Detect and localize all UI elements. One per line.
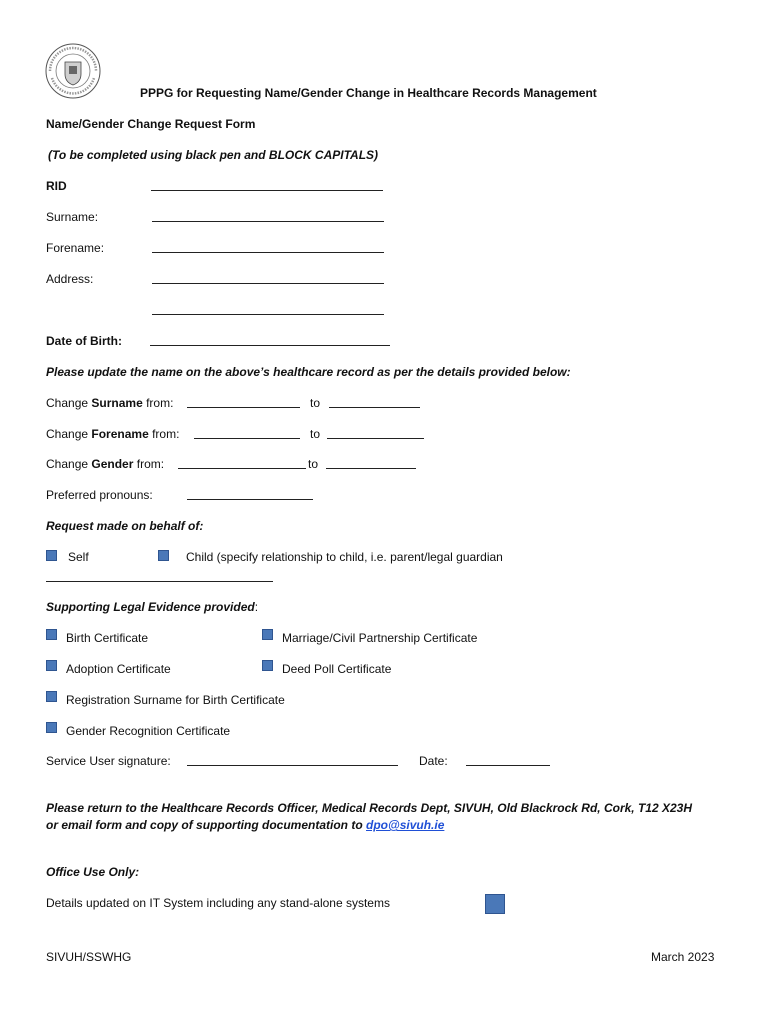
dob-field[interactable] [150,345,390,346]
office-details-label: Details updated on IT System including any stand-alone systems [46,896,390,910]
surname-field[interactable] [152,221,384,222]
form-heading: Name/Gender Change Request Form [46,117,256,131]
forename-to-label: to [310,427,321,441]
date-field[interactable] [466,765,550,766]
change-surname-label: Change Surname from: [46,396,174,410]
address-label: Address: [46,272,94,286]
email-link[interactable]: dpo@sivuh.ie [366,818,445,832]
footer-date: March 2023 [651,950,715,964]
registration-surname-label: Registration Surname for Birth Certificate [66,693,285,707]
child-label: Child (specify relationship to child, i.e. parent/legal guardian [186,550,503,564]
adoption-certificate-checkbox[interactable] [46,660,57,671]
rid-label: RID [46,179,67,193]
form-instruction: (To be completed using black pen and BLOCK CAPITALS) [48,148,379,162]
self-label: Self [68,550,89,564]
gender-to-label: to [308,457,319,471]
deed-poll-checkbox[interactable] [262,660,273,671]
evidence-heading: Supporting Legal Evidence provided: [46,600,259,614]
gender-recognition-label: Gender Recognition Certificate [66,724,231,738]
surname-to-label: to [310,396,321,410]
return-instructions-line-1: Please return to the Healthcare Records Officer, Medical Records Dept, SIVUH, Old Blackrock Rd, Cork, T12 X23H [46,801,692,815]
change-forename-label: Change Forename from: [46,427,180,441]
marriage-certificate-checkbox[interactable] [262,629,273,640]
it-system-updated-checkbox[interactable] [485,894,505,914]
forename-label: Forename: [46,241,105,255]
signature-label: Service User signature: [46,754,171,768]
dob-label: Date of Birth: [46,334,122,348]
return-instructions-line-2: or email form and copy of supporting documentation to dpo@sivuh.ie [46,818,445,832]
footer-reference: SIVUH/SSWHG [46,950,132,964]
page-title: PPPG for Requesting Name/Gender Change in Healthcare Records Management [140,86,597,100]
marriage-certificate-label: Marriage/Civil Partnership Certificate [282,631,478,645]
forename-to-field[interactable] [327,438,424,439]
hospital-logo [44,42,102,100]
forename-field[interactable] [152,252,384,253]
pronouns-field[interactable] [187,499,313,500]
pronouns-label: Preferred pronouns: [46,488,153,502]
signature-field[interactable] [187,765,398,766]
child-checkbox[interactable] [158,550,169,561]
rid-field[interactable] [151,190,383,191]
office-use-heading: Office Use Only: [46,865,140,879]
birth-certificate-label: Birth Certificate [66,631,149,645]
surname-from-field[interactable] [187,407,300,408]
date-label: Date: [419,754,448,768]
adoption-certificate-label: Adoption Certificate [66,662,171,676]
gender-recognition-checkbox[interactable] [46,722,57,733]
self-checkbox[interactable] [46,550,57,561]
surname-to-field[interactable] [329,407,420,408]
relationship-field[interactable] [46,581,273,582]
change-gender-label: Change Gender from: [46,457,165,471]
gender-to-field[interactable] [326,468,416,469]
gender-from-field[interactable] [178,468,306,469]
update-prompt: Please update the name on the above’s healthcare record as per the details provided below: [46,365,571,379]
address-field-line-2[interactable] [152,314,384,315]
forename-from-field[interactable] [194,438,300,439]
registration-surname-checkbox[interactable] [46,691,57,702]
birth-certificate-checkbox[interactable] [46,629,57,640]
address-field-line-1[interactable] [152,283,384,284]
deed-poll-label: Deed Poll Certificate [282,662,392,676]
surname-label: Surname: [46,210,99,224]
behalf-heading: Request made on behalf of: [46,519,204,533]
